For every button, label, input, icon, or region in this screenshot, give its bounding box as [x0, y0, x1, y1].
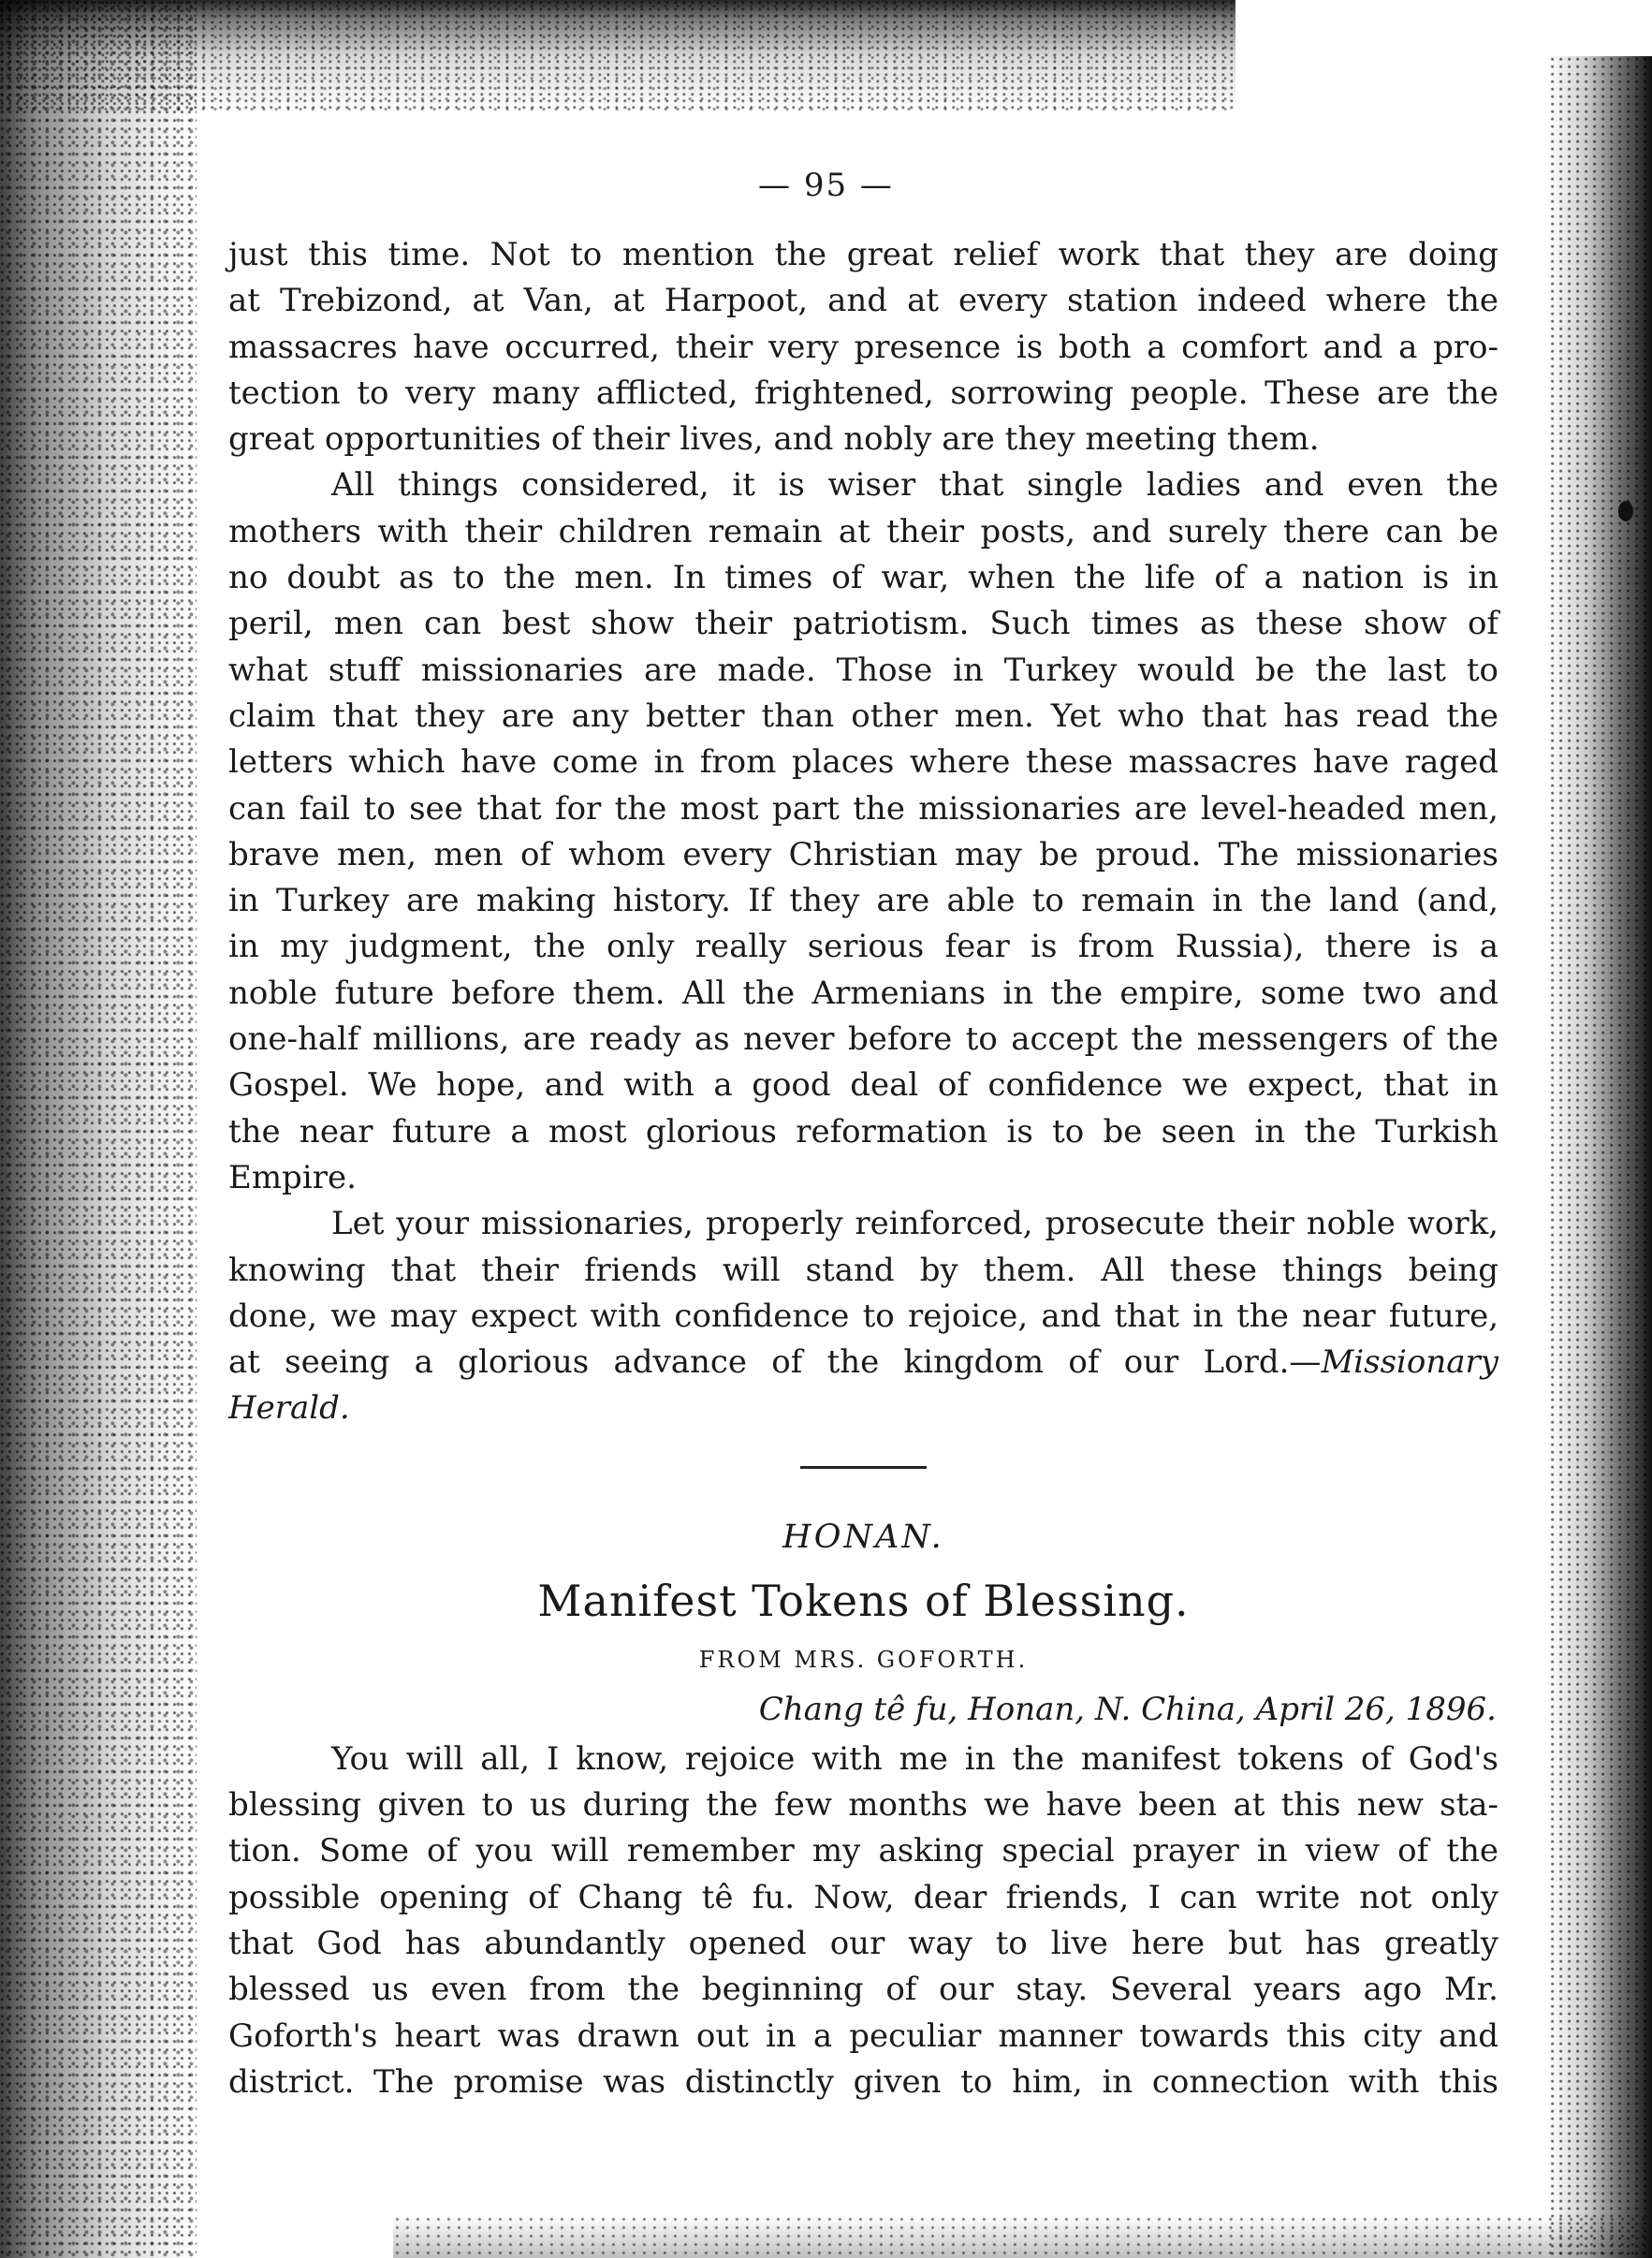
text-line: brave men, men of whom every Christian may be proud. The missionaries	[228, 835, 1498, 873]
text-line: letters which have come in from places where these massacres have raged	[228, 743, 1498, 782]
text-line: Let your missionaries, properly reinforced, prosecute their noble work,	[331, 1205, 1498, 1243]
section-heading: HONAN.	[782, 1518, 944, 1556]
text-line: at Trebizond, at Van, at Harpoot, and at every station indeed where the	[228, 282, 1498, 320]
text-line: no doubt as to the men. In times of war, when the life of a nation is in	[228, 559, 1498, 597]
text-line: just this time. Not to mention the great relief work that they are doing	[228, 236, 1498, 273]
page-number: — 95 —	[758, 167, 894, 204]
text-line: blessed us even from the beginning of our stay. Several years ago Mr.	[228, 1971, 1498, 2009]
text-line: can fail to see that for the most part the missionaries are level-headed men,	[228, 789, 1498, 828]
paragraph-3	[228, 1201, 1498, 1431]
byline: FROM MRS. GOFORTH.	[698, 1646, 1029, 1673]
paragraph-2	[228, 462, 1498, 1201]
text-line: noble future before them. All the Armenians in the empire, some two and	[228, 974, 1498, 1012]
scan-artifact-bottom	[393, 2216, 1652, 2258]
text-line: district. The promise was distinctly given to him, in connection with this	[228, 2062, 1498, 2101]
scan-artifact-dot	[1618, 501, 1633, 521]
text-line: in Turkey are making history. If they are able to remain in the land (and,	[228, 882, 1498, 920]
text-line: knowing that their friends will stand by them. All these things being	[228, 1251, 1498, 1289]
text-line: what stuff missionaries are made. Those in Turkey would be the last to	[228, 651, 1498, 689]
text-line: blessing given to us during the few months we have been at this new sta-	[228, 1786, 1498, 1825]
text-line: massacres have occurred, their very presence is both a comfort and a pro-	[228, 328, 1498, 366]
scan-artifact-right	[1549, 56, 1652, 2258]
text-line: peril, men can best show their patriotism. Such times as these show of	[228, 605, 1498, 643]
text-line: in my judgment, the only really serious fear is from Russia), there is a	[228, 928, 1498, 966]
text-line: Gospel. We hope, and with a good deal of confidence we expect, that in	[228, 1066, 1498, 1105]
letter-body	[228, 1737, 1498, 2105]
paragraph-1	[228, 232, 1498, 462]
text-line: the near future a most glorious reformation is to be seen in the Turkish	[228, 1112, 1498, 1151]
text-line: great opportunities of their lives, and nobly are they meeting them.	[228, 420, 1320, 459]
dateline: Chang tê fu, Honan, N. China, April 26, 1896.	[758, 1690, 1497, 1728]
text-line	[228, 1340, 1498, 1386]
text-line: possible opening of Chang tê fu. Now, dear friends, I can write not only	[228, 1878, 1498, 1916]
text-line: one-half millions, are ready as never before to accept the messengers of the	[228, 1020, 1498, 1059]
text-line: All things considered, it is wiser that single ladies and even the	[331, 466, 1498, 505]
source-citation-end: Herald.	[228, 1389, 350, 1428]
text-line: Goforth's heart was drawn out in a peculiar manner towards this city and	[228, 2016, 1498, 2055]
text-line: that God has abundantly opened our way to live here but has greatly	[228, 1924, 1498, 1962]
section-divider	[800, 1466, 927, 1469]
text-line: You will all, I know, rejoice with me in the manifest tokens of God's	[331, 1739, 1498, 1778]
source-citation: Missionary	[1321, 1343, 1498, 1382]
text-line: claim that they are any better than other men. Yet who that has read the	[228, 696, 1498, 735]
page-content	[228, 232, 1498, 2105]
text-line-part: at seeing a glorious advance of the kingdom of our Lord.—	[228, 1343, 1322, 1382]
article-title: Manifest Tokens of Blessing.	[537, 1575, 1190, 1626]
text-line: mothers with their children remain at their posts, and surely there can be	[228, 512, 1498, 550]
scan-artifact-left	[0, 0, 197, 2258]
text-line: done, we may expect with confidence to rejoice, and that in the near future,	[228, 1297, 1498, 1335]
text-line: tection to very many afflicted, frightened, sorrowing people. These are the	[228, 374, 1498, 412]
text-line: tion. Some of you will remember my asking special prayer in view of the	[228, 1832, 1498, 1870]
text-line: Empire.	[228, 1158, 357, 1196]
